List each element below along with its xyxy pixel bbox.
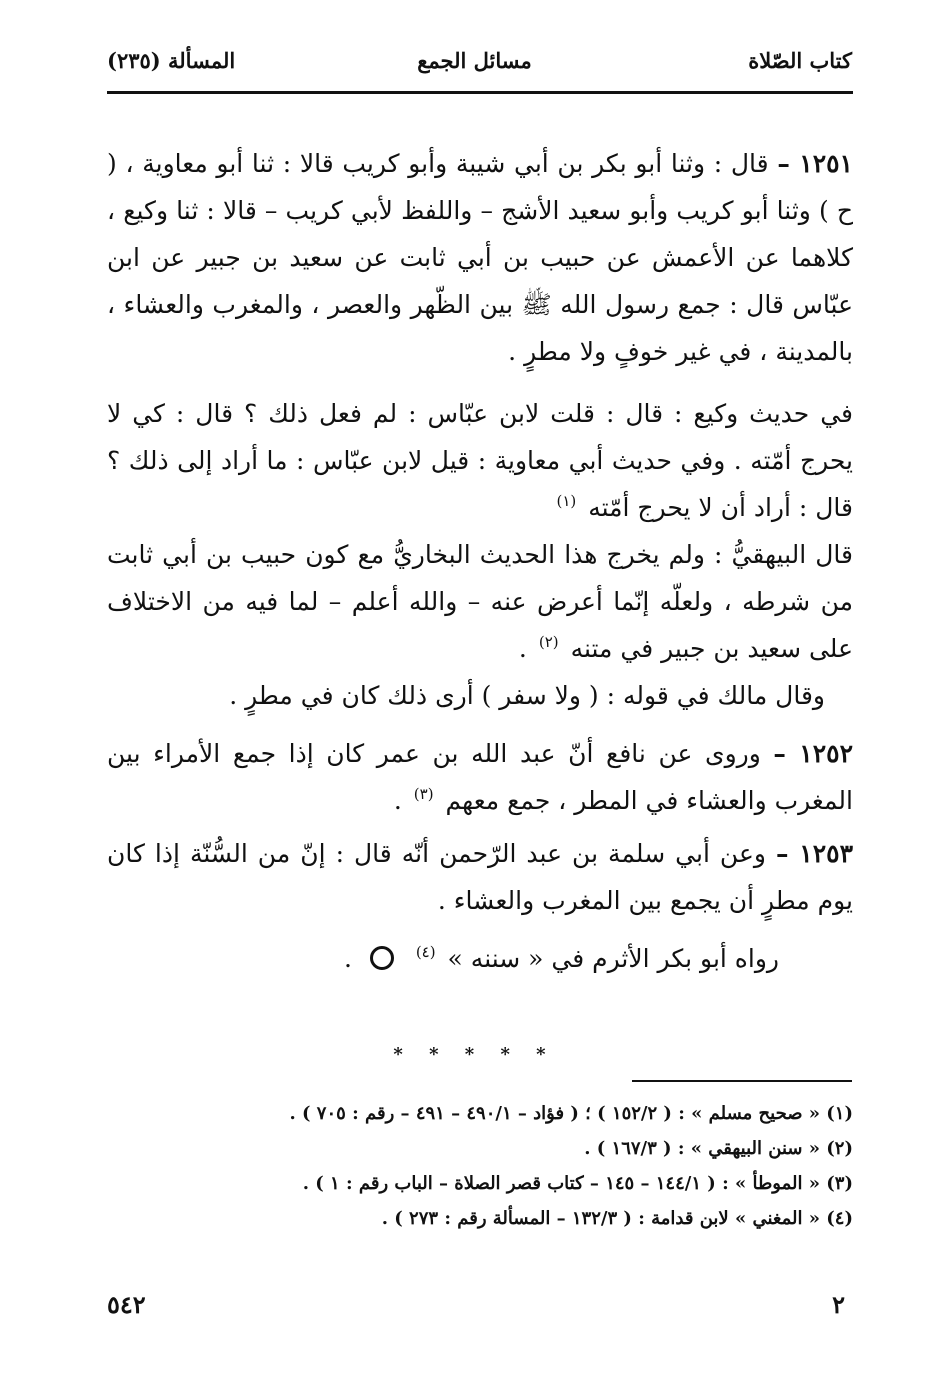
paragraph-end: . [343, 944, 352, 973]
paragraph-1253 [107, 830, 853, 924]
paragraph-text: وقال مالك في قوله : ( ولا سفر ) أرى ذلك كان في مطرٍ . [229, 681, 825, 710]
footnote-4: (٤) « المغني » لابن قدامة : ( ١٣٢/٣ – المسألة رقم : ٢٧٣ ) . [381, 1208, 853, 1229]
paragraph-text: قال البيهقيُّ : ولم يخرج هذا الحديث البخاريُّ مع كون حبيب بن أبي ثابت من شرطه ، ولعلّه إنّما أعرض عنه – والله أعلم – لما فيه من الاختلاف على سعيد بن جبير في متنه [107, 540, 853, 663]
running-header-issue: المسألة (٢٣٥) [107, 48, 236, 73]
paragraph-end: . [518, 634, 527, 663]
running-header-section: مسائل الجمع [417, 48, 532, 73]
paragraph-athram [107, 935, 853, 982]
footnotes [107, 1096, 853, 1236]
footnote-marker: (١) [556, 492, 577, 510]
end-of-issue-circle-icon [370, 946, 394, 970]
paragraph-text: وعن أبي سلمة بن عبد الرّحمن أنّه قال : إنّ من السُّنّة إذا كان يوم مطرٍ أن يجمع بين المغرب والعشاء . [107, 839, 853, 915]
paragraph-1251 [107, 140, 853, 375]
header-rule [107, 91, 853, 94]
volume-number: ٢ [832, 1290, 845, 1319]
paragraph-bayhaqi [107, 531, 853, 672]
hadith-number: ١٢٥٢ – [773, 739, 853, 768]
footnote-marker: (٢) [538, 633, 559, 651]
paragraph-text: رواه أبو بكر الأثرم في « سننه » [447, 944, 779, 973]
footnote-3: (٣) « الموطأ » : ( ١٤٤/١ – ١٤٥ – كتاب قصر الصلاة – الباب رقم : ١ ) . [302, 1173, 853, 1194]
section-separator: * * * * * [393, 1044, 556, 1065]
footnote-marker: (٣) [413, 785, 434, 803]
footnote-marker: (٤) [415, 943, 436, 961]
hadith-number: ١٢٥١ – [777, 149, 853, 178]
page-number: ٥٤٢ [107, 1290, 146, 1319]
paragraph-1252 [107, 730, 853, 824]
footnote-1: (١) « صحيح مسلم » : ( ١٥٢/٢ ) ؛ ( فؤاد – ٤٩٠/١ – ٤٩١ – رقم : ٧٠٥ ) . [289, 1103, 853, 1124]
paragraph-waki [107, 390, 853, 531]
running-header-book: كتاب الصّلاة [748, 48, 852, 73]
hadith-number: ١٢٥٣ – [775, 839, 853, 868]
paragraph-text: في حديث وكيع : قال : قلت لابن عبّاس : لم فعل ذلك ؟ قال : كي لا يحرج أمّته . وفي حديث أبي معاوية : قيل لابن عبّاس : ما أراد إلى ذلك ؟ قال : أراد أن لا يحرج أمّته [107, 399, 853, 522]
paragraph-end: . [393, 786, 402, 815]
paragraph-malik [107, 672, 853, 719]
paragraph-text: وروى عن نافع أنّ عبد الله بن عمر كان إذا جمع الأمراء بين المغرب والعشاء في المطر ، جمع معهم [107, 739, 853, 815]
footnote-2: (٢) « سنن البيهقي » : ( ١٦٧/٣ ) . [584, 1138, 853, 1159]
footnote-rule [632, 1080, 852, 1082]
paragraph-text: قال : وثنا أبو بكر بن أبي شيبة وأبو كريب قالا : ثنا أبو معاوية ، ( ح ) وثنا أبو كريب وأبو سعيد الأشج – واللفظ لأبي كريب – قالا : ثنا وكيع ، كلاهما عن الأعمش عن حبيب بن أبي ثابت عن سعيد بن جبير عن ابن عبّاس قال : جمع رسول الله ﷺ بين الظّهر والعصر ، والمغرب والعشاء ، بالمدينة ، في غير خوفٍ ولا مطرٍ . [107, 149, 853, 366]
